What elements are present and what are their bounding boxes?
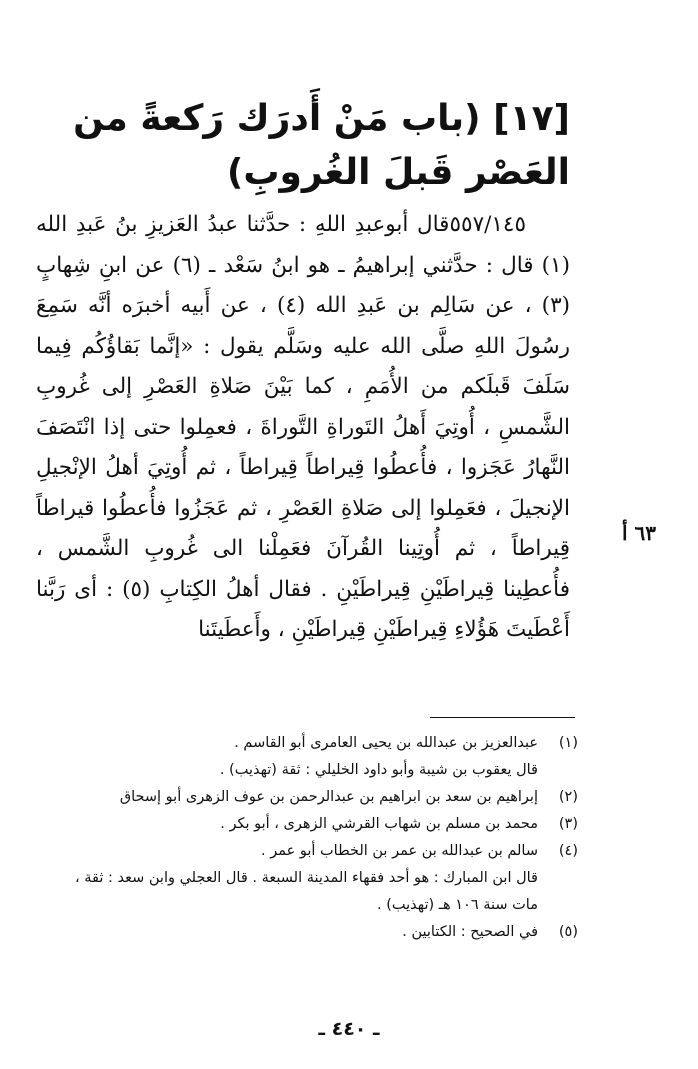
footnote-number: (٤) <box>558 843 578 859</box>
chapter-title: [١٧] (باب مَنْ أَدرَك رَكعةً من العَصْر قَبلَ الغُروبِ) <box>73 98 570 193</box>
footnote-continuation: قال ابن المبارك : هو أحد فقهاء المدينة السبعة . قال العجلي وابن سعد : ثقة ، <box>74 870 538 886</box>
footnote-number: (٣) <box>558 816 578 832</box>
footnote-text: محمد بن مسلم بن شهاب القرشي الزهرى ، أبو بكر . <box>220 816 538 832</box>
footnote-text: إبراهيم بن سعد بن ابراهيم بن عبدالرحمن بن عوف الزهرى أبو إسحاق <box>119 789 538 805</box>
footnotes <box>22 730 578 946</box>
footnote-number: (٥) <box>558 924 578 940</box>
margin-folio-note: ٦٣ أ <box>621 521 656 545</box>
footnote <box>22 811 578 838</box>
hadith-text: قال أبوعبدِ اللهِ : حدَّثنا عبدُ العَزيزِ بنُ عَبدِ الله (١) قال : حدَّثني إبراهيمُ ـ هو ابنُ سَعْد ـ (٦) عن ابنِ شِهابٍ (٣) ، عن سَالِم بن عَبدِ الله (٤) ، عن أَبيه أخبرَه أنَّه سَمِعَ رسُولَ اللهِ صلَّى الله عليه وسَلَّم يقول : «إنَّما بَقاؤُكُم فِيما سَلَفَ قَبلَكم من الأُمَمِ ، كما بَيْنَ صَلاةِ العَصْرِ إلى غُروبِ الشَّمسِ ، أُوتِيَ أَهلُ التَوراةِ التَّوراةَ ، فعمِلوا حتى إذا انْتَصَفَ النَّهارُ عَجَزوا ، فأُعطُوا قِيراطاً قِيراطاً ، ثم أُوتِيَ أهلُ الإنْجيلِ الإنجيلَ ، فعَمِلوا إلى صَلاةِ العَصْرِ ، ثم عَجَزُوا فأُعطُوا قيراطاً قِيراطاً ، ثم أُوتِينا القُرآنَ فعَمِلْنا الى غُروبِ الشَّمس ، فأُعطِينا قِيراطَيْنِ قِيراطَيْنِ . فقال أهلُ الكِتابِ (٥) : أى رَبَّنا أَعْطَيتَ هَؤُلاءِ قِيراطَيْنِ قِيراطَيْنِ ، وأَعطَيتَنا <box>36 212 571 642</box>
footnote-text: سالم بن عبدالله بن عمر بن الخطاب أبو عمر . <box>260 843 538 859</box>
footnote <box>22 919 578 946</box>
hadith-number: ٥٥٧/١٤٥ <box>449 212 526 237</box>
hadith-paragraph <box>36 205 570 651</box>
footnote <box>22 784 578 811</box>
footnote-number: (١) <box>558 735 578 751</box>
footnote <box>22 838 578 919</box>
hadith-body <box>36 205 570 651</box>
footnote <box>22 730 578 784</box>
footnote-number: (٢) <box>558 789 578 805</box>
footnote-text: عبدالعزيز بن عبدالله بن يحيى العامرى أبو القاسم . <box>234 735 538 751</box>
footnote-continuation: مات سنة ١٠٦ هـ (تهذيب) . <box>377 897 538 913</box>
page-number: ـ ٤٤٠ ـ <box>318 1018 380 1040</box>
footnote-continuation: قال يعقوب بن شيبة وأبو داود الخليلي : ثقة (تهذيب) . <box>219 762 538 778</box>
footnote-text: في الصحيح : الكتابين . <box>402 924 538 940</box>
footnote-separator <box>430 717 575 718</box>
